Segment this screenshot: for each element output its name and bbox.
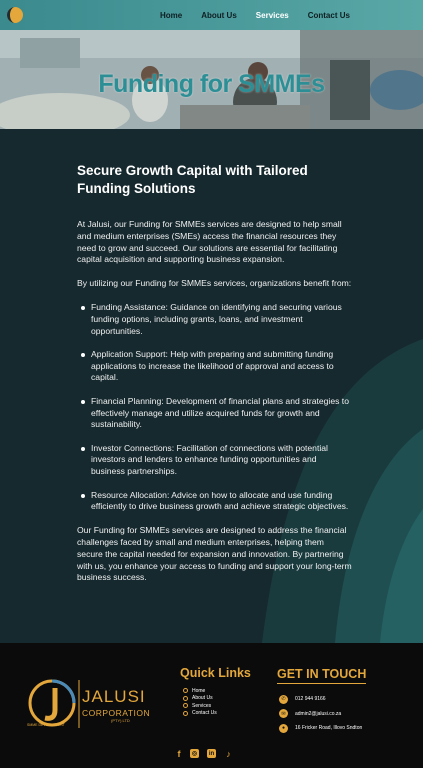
circle-icon — [183, 711, 188, 716]
list-item: Application Support: Help with preparing and submitting funding applications to increase the likelihood of approval and access to capital. — [77, 349, 352, 384]
linkedin-icon[interactable]: in — [208, 750, 215, 757]
phone-text: 012 944 9166 — [295, 696, 326, 703]
mail-icon: ✉ — [279, 709, 288, 718]
quick-link-label: Home — [192, 687, 206, 694]
address-text: 16 Fricker Road, Illovo Sndton — [295, 725, 363, 732]
footer — [0, 643, 423, 768]
quick-link-services[interactable] — [180, 702, 251, 710]
quick-link-contact-us[interactable] — [180, 710, 251, 718]
nav-contact-us[interactable]: Contact Us — [307, 10, 350, 20]
quick-link-label: Contact Us — [192, 710, 217, 717]
circle-icon — [183, 696, 188, 701]
hero-title: Funding for SMMEs — [98, 70, 325, 98]
nav-home[interactable]: Home — [160, 10, 183, 20]
contact-address[interactable] — [277, 721, 366, 736]
brand-pty: (PTY) LTD — [111, 718, 130, 723]
list-item: Resource Allocation: Advice on how to allocate and use funding efficiently to drive business growth and achieve strategic objectives. — [77, 490, 352, 514]
brand-name: JALUSI — [82, 687, 146, 706]
nav-services[interactable]: Services — [255, 10, 289, 20]
quick-link-about-us[interactable] — [180, 695, 251, 703]
quick-links — [180, 666, 251, 717]
list-item: Investor Connections: Facilitation of connections with potential investors and lenders to enhance funding opportunities and business partnerships. — [77, 443, 352, 478]
brand-sub: SMME DEVELOPMENT — [27, 723, 65, 727]
instagram-icon[interactable]: ◎ — [191, 751, 198, 757]
list-item: Financial Planning: Development of financial plans and strategies to effectively manage and utilize acquired funds for growth and sustainability. — [77, 396, 352, 431]
lead-paragraph: By utilizing our Funding for SMMEs services, organizations benefit from: — [77, 278, 352, 289]
top-nav — [0, 0, 423, 30]
quick-links-title: Quick Links — [180, 666, 251, 680]
contact-email[interactable] — [277, 707, 366, 722]
hero-banner — [0, 30, 423, 129]
logo-icon[interactable] — [5, 3, 25, 27]
facebook-icon[interactable]: f — [177, 748, 181, 759]
phone-icon: ✆ — [279, 695, 288, 704]
map-pin-icon: ● — [279, 724, 288, 733]
nav-about-us[interactable]: About Us — [201, 10, 237, 20]
circle-icon — [183, 688, 188, 693]
quick-link-label: Services — [192, 702, 212, 709]
contact-phone[interactable] — [277, 692, 366, 707]
intro-paragraph: At Jalusi, our Funding for SMMEs services are designed to help small and medium enterprises (SMEs) access the financial resources they need to grow and succeed. Our solutions are essential for facilitating capital acquisition and supporting business expansion. — [77, 219, 342, 265]
quick-link-home[interactable] — [180, 687, 251, 695]
circle-icon — [183, 703, 188, 708]
get-in-touch-title: GET IN TOUCH — [277, 667, 366, 684]
section-heading: Secure Growth Capital with Tailored Funding Solutions — [77, 163, 308, 196]
tiktok-icon[interactable]: ♪ — [226, 748, 231, 759]
closing-paragraph: Our Funding for SMMEs services are designed to address the financial challenges faced by small and medium enterprises, helping them secure the capital needed for expansion and innovation. By partnering with us, you enhance your access to funding and support your long-term business success. — [77, 525, 352, 583]
quick-link-label: About Us — [192, 695, 213, 702]
email-text: admin2@jalusi.co.za — [295, 710, 342, 717]
benefits-list — [77, 302, 352, 513]
list-item: Funding Assistance: Guidance on identifying and securing various funding options, including grants, loans, and investment opportunities. — [77, 302, 352, 337]
footer-brand-logo[interactable] — [25, 676, 160, 731]
social-links — [176, 749, 241, 758]
get-in-touch — [277, 665, 366, 736]
brand-corp: CORPORATION — [82, 708, 151, 718]
service-content — [0, 129, 423, 643]
